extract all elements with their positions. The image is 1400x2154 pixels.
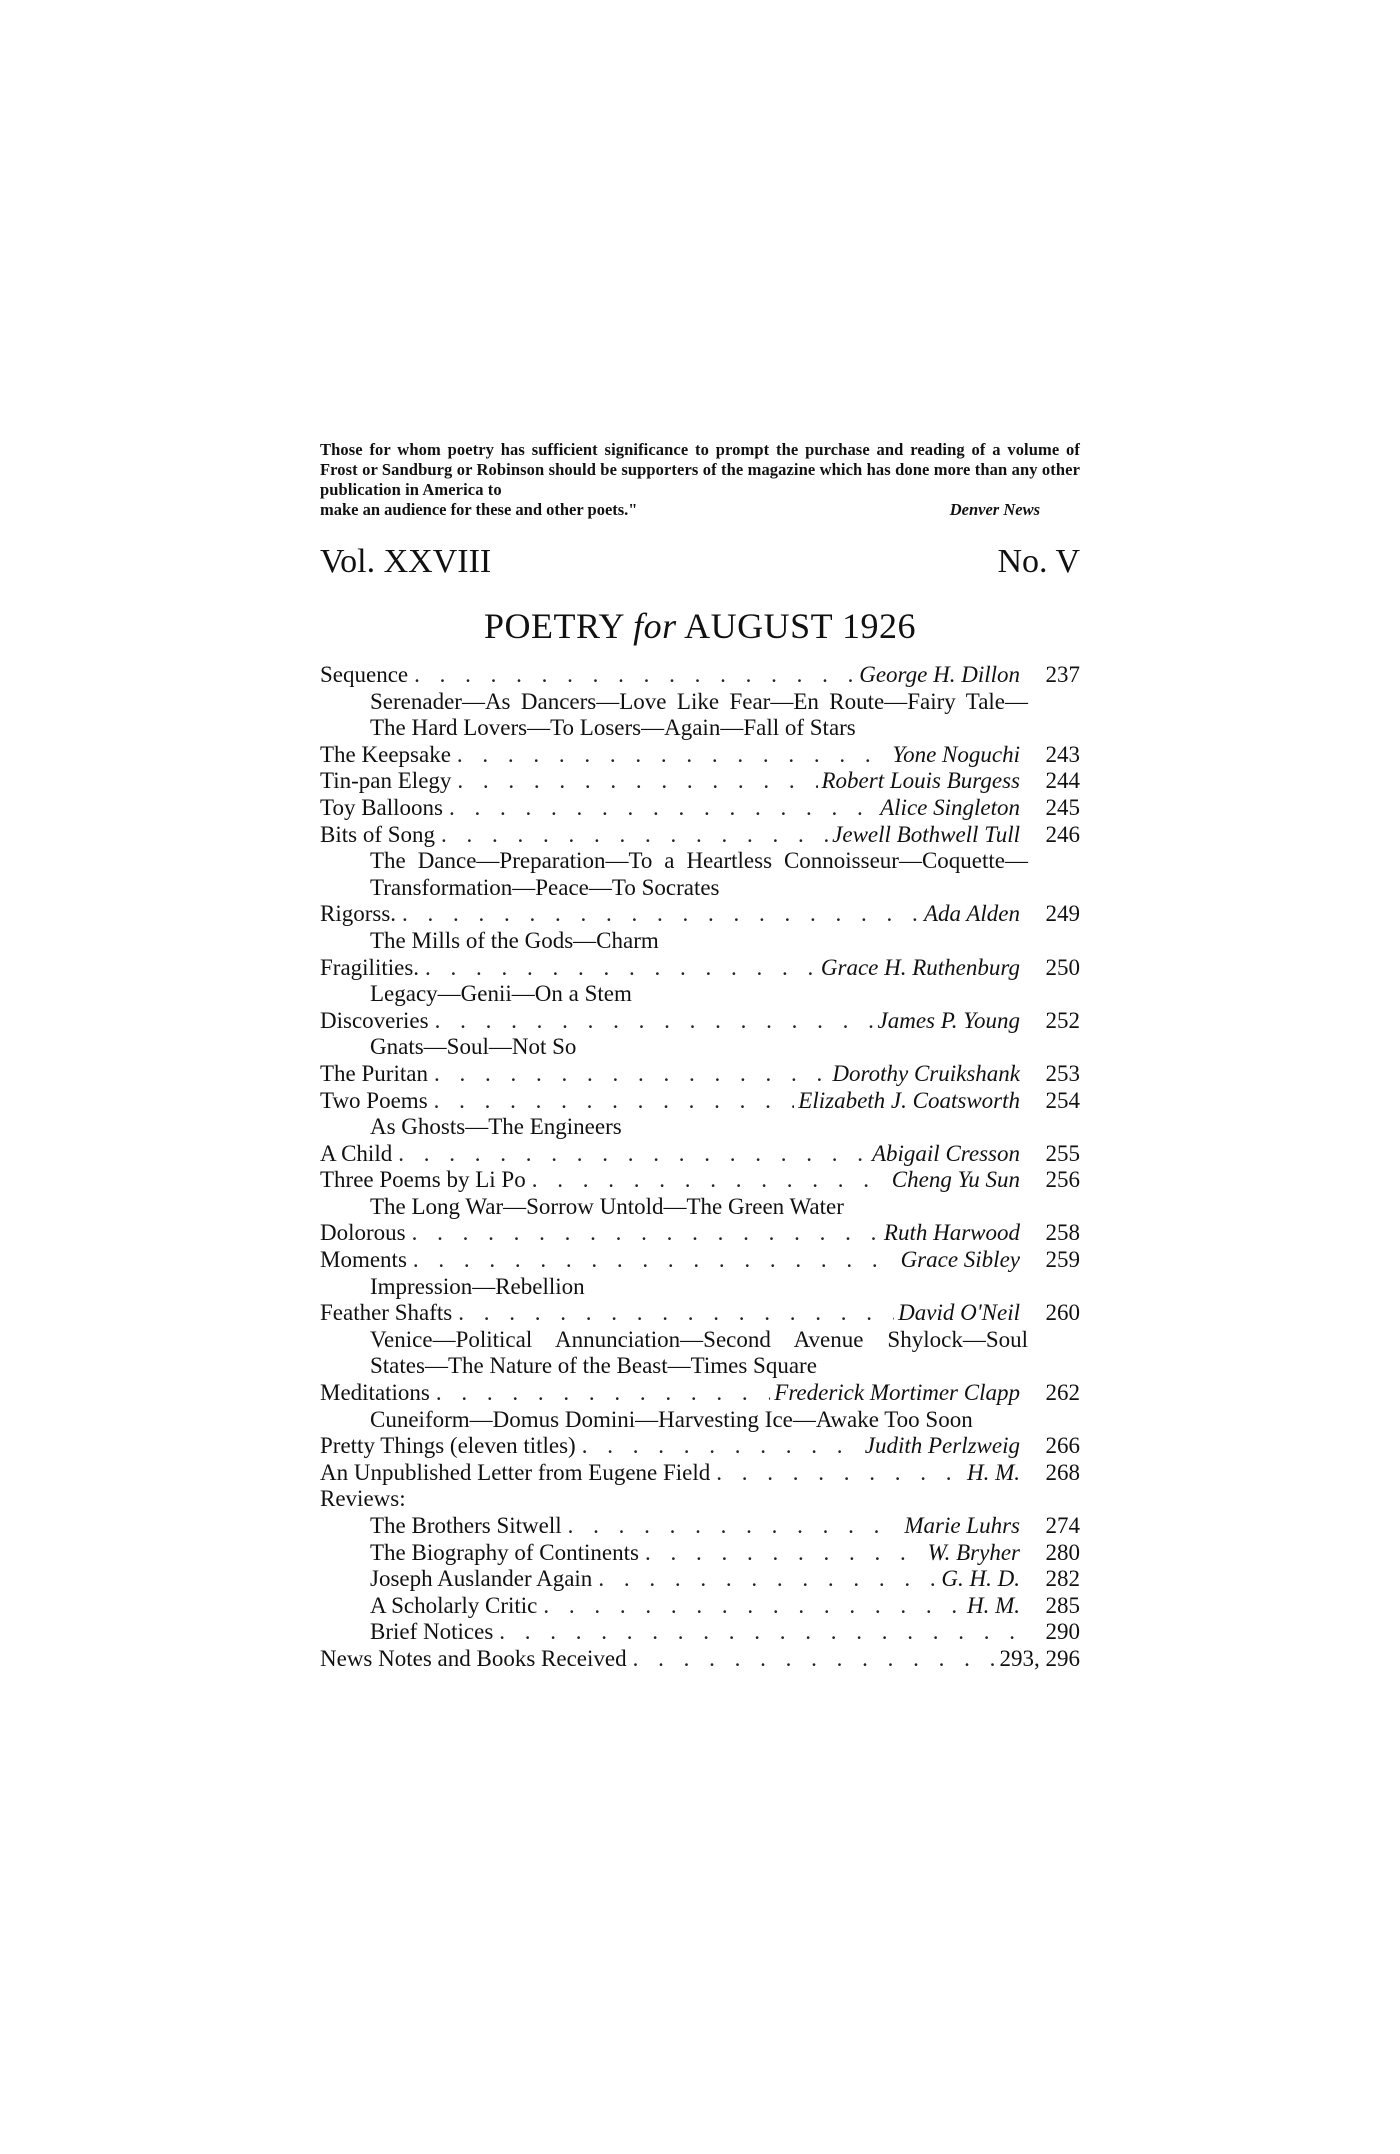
entry-page-number: 249 [1045, 901, 1080, 927]
entry-author: G. H. D. [941, 1566, 1020, 1592]
toc-entry [320, 1061, 1080, 1088]
toc-entry [320, 955, 1080, 982]
volume-label: Vol. XXVIII [320, 543, 492, 580]
entry-author: Ruth Harwood [883, 1220, 1020, 1246]
entry-author: Robert Louis Burgess [821, 768, 1020, 794]
toc-entry [320, 1433, 1080, 1460]
entry-subtitles: Impression—Rebellion [370, 1273, 585, 1299]
entry-subtitles: The Mills of the Gods—Charm [370, 927, 659, 953]
blurb [320, 440, 1080, 520]
issue-header [320, 542, 1080, 582]
entry-title: Three Poems by Li Po [320, 1167, 526, 1193]
entry-author: Jewell Bothwell Tull [832, 821, 1020, 847]
table-of-contents [320, 662, 1080, 1673]
leader-dots [592, 1566, 937, 1593]
leader-dots [451, 742, 889, 769]
entry-author: Alice Singleton [880, 794, 1020, 820]
entry-page-number: 252 [1045, 1007, 1080, 1033]
entry-author: Cheng Yu Sun [891, 1167, 1020, 1193]
entry-page-number: 255 [1045, 1140, 1080, 1166]
reviews-label: Reviews: [320, 1486, 406, 1512]
leader-dots [526, 1167, 888, 1194]
news-notes-entry [320, 1646, 1080, 1673]
entry-title: Toy Balloons [320, 794, 443, 820]
leader-dots [627, 1646, 996, 1673]
entry-author: Abigail Cresson [871, 1140, 1020, 1166]
number-label: No. V [997, 543, 1080, 580]
entry-title: Pretty Things (eleven titles) [320, 1433, 576, 1459]
entry-author: H. M. [966, 1459, 1020, 1485]
entry-page-number: 260 [1045, 1300, 1080, 1326]
leader-dots [392, 1141, 868, 1168]
toc-entry [320, 1380, 1080, 1407]
entry-author: George H. Dillon [859, 662, 1020, 687]
entry-page-number: 246 [1045, 821, 1080, 847]
leader-dots [408, 662, 855, 689]
toc-entry [320, 901, 1080, 928]
title-poetry: POETRY [483, 606, 624, 646]
entry-subtitles: Venice—Political Annunciation—Second Avenue Shylock—Soul States—The Nature of the Beast—Times Square [370, 1326, 1028, 1379]
leader-dots [537, 1593, 963, 1620]
entry-page-number: 259 [1045, 1247, 1080, 1273]
leader-dots [419, 955, 817, 982]
entry-author: James P. Young [877, 1007, 1020, 1033]
entry-author: David O'Neil [898, 1300, 1020, 1326]
leader-dots [562, 1513, 901, 1540]
leader-dots [639, 1540, 924, 1567]
leader-dots [452, 1300, 894, 1327]
entry-title: The Biography of Continents [370, 1539, 639, 1565]
entry-author: Yone Noguchi [892, 741, 1020, 767]
leader-dots [429, 1008, 874, 1035]
review-entry [320, 1513, 1080, 1540]
entry-page-number: 282 [1045, 1566, 1080, 1592]
entry-author: Grace H. Ruthenburg [820, 954, 1020, 980]
toc-entry [320, 742, 1080, 769]
entry-page-number: 285 [1045, 1592, 1080, 1618]
toc-entry [320, 822, 1080, 849]
entry-page-number: 266 [1045, 1433, 1080, 1459]
toc-entry [320, 1300, 1080, 1327]
review-entry [320, 1566, 1080, 1593]
entry-title: Joseph Auslander Again [370, 1566, 593, 1592]
entry-subtitles: Serenader—As Dancers—Love Like Fear—En Route—Fairy Tale—The Hard Lovers—To Losers—Again—Fall of Stars [370, 688, 1028, 741]
entry-subtitles: The Long War—Sorrow Untold—The Green Water [370, 1193, 844, 1219]
entry-page-number: 280 [1045, 1539, 1080, 1565]
toc-entry [320, 1167, 1080, 1194]
leader-dots [430, 1380, 770, 1407]
entry-page-number: 293, 296 [999, 1645, 1080, 1671]
toc-entry [320, 1247, 1080, 1274]
entry-subtitles: Legacy—Genii—On a Stem [370, 981, 632, 1007]
leader-dots [407, 1247, 897, 1274]
toc-entry [320, 1141, 1080, 1168]
toc-entry [320, 1088, 1080, 1115]
entry-author: Frederick Mortimer Clapp [774, 1380, 1020, 1406]
entry-title: The Keepsake [320, 741, 451, 767]
leader-dots [451, 768, 817, 795]
entry-page-number: 256 [1045, 1167, 1080, 1193]
toc-entry [320, 1008, 1080, 1035]
entry-author: Judith Perlzweig [864, 1433, 1020, 1459]
entry-title: Fragilities. [320, 954, 420, 980]
entry-page-number: 244 [1045, 768, 1080, 794]
entry-page-number: 290 [1045, 1619, 1080, 1645]
entry-subtitles: Gnats—Soul—Not So [370, 1034, 577, 1060]
review-entry [320, 1619, 1080, 1646]
toc-entry [320, 795, 1080, 822]
entry-title: The Puritan [320, 1060, 428, 1086]
entry-title: An Unpublished Letter from Eugene Field [320, 1459, 711, 1485]
entry-subtitles: As Ghosts—The Engineers [370, 1114, 622, 1140]
entry-title: Feather Shafts [320, 1300, 453, 1326]
leader-dots [576, 1433, 861, 1460]
contents-page [320, 440, 1080, 1673]
entry-author: W. Bryher [927, 1539, 1020, 1565]
entry-title: Sequence [320, 662, 409, 687]
entry-author: Elizabeth J. Coatsworth [798, 1087, 1020, 1113]
entry-title: Meditations [320, 1380, 430, 1406]
entry-subtitles: Cuneiform—Domus Domini—Harvesting Ice—Awake Too Soon [370, 1406, 973, 1432]
entry-subtitles: The Dance—Preparation—To a Heartless Connoisseur—Coquette—Transformation—Peace—To Socrates [370, 848, 1028, 900]
entry-page-number: 268 [1045, 1459, 1080, 1485]
toc-entry [320, 1460, 1080, 1487]
title-date: AUGUST 1926 [684, 606, 917, 646]
leader-dots [406, 1220, 880, 1247]
page-title [320, 604, 1080, 648]
entry-page-number: 274 [1045, 1513, 1080, 1538]
entry-author: Dorothy Cruikshank [832, 1060, 1020, 1086]
entry-page-number: 262 [1045, 1380, 1080, 1406]
review-entry [320, 1540, 1080, 1567]
blurb-quote-end: make an audience for these and other poets." [320, 500, 638, 519]
entry-title: Brief Notices [370, 1619, 494, 1645]
entry-title: News Notes and Books Received [320, 1645, 627, 1671]
toc-entry [320, 662, 1080, 689]
leader-dots [710, 1460, 963, 1487]
entry-page-number: 237 [1045, 662, 1080, 687]
entry-page-number: 253 [1045, 1060, 1080, 1086]
entry-page-number: 258 [1045, 1220, 1080, 1246]
entry-title: Two Poems [320, 1087, 428, 1113]
blurb-quote: Those for whom poetry has sufficient significance to prompt the purchase and reading of a volume of Frost or Sandburg or Robinson should be supporters of the magazine which has done more than any other publication in America to [320, 440, 1080, 499]
entry-author: Ada Alden [923, 901, 1020, 927]
toc-entry [320, 1220, 1080, 1247]
leader-dots [428, 1088, 795, 1115]
entry-title: A Child [320, 1140, 393, 1166]
leader-dots [428, 1061, 828, 1088]
entry-page-number: 254 [1045, 1087, 1080, 1113]
leader-dots [493, 1619, 1020, 1646]
leader-dots [443, 795, 876, 822]
title-for: for [633, 606, 677, 646]
entry-title: A Scholarly Critic [370, 1592, 538, 1618]
entry-author: Marie Luhrs [904, 1513, 1020, 1538]
entry-author: H. M. [966, 1592, 1020, 1618]
entry-title: The Brothers Sitwell [370, 1513, 562, 1538]
leader-dots [435, 822, 828, 849]
entry-title: Tin-pan Elegy [320, 768, 452, 794]
entry-title: Moments [320, 1247, 407, 1273]
blurb-source: Denver News [949, 500, 1040, 519]
entry-title: Discoveries [320, 1007, 429, 1033]
entry-title: Rigorss. [320, 901, 397, 927]
review-entry [320, 1593, 1080, 1620]
entry-page-number: 243 [1045, 741, 1080, 767]
entry-page-number: 250 [1045, 954, 1080, 980]
leader-dots [396, 901, 920, 928]
entry-title: Bits of Song [320, 821, 436, 847]
entry-title: Dolorous [320, 1220, 406, 1246]
entry-author: Grace Sibley [900, 1247, 1020, 1273]
toc-entry [320, 768, 1080, 795]
entry-page-number: 245 [1045, 794, 1080, 820]
